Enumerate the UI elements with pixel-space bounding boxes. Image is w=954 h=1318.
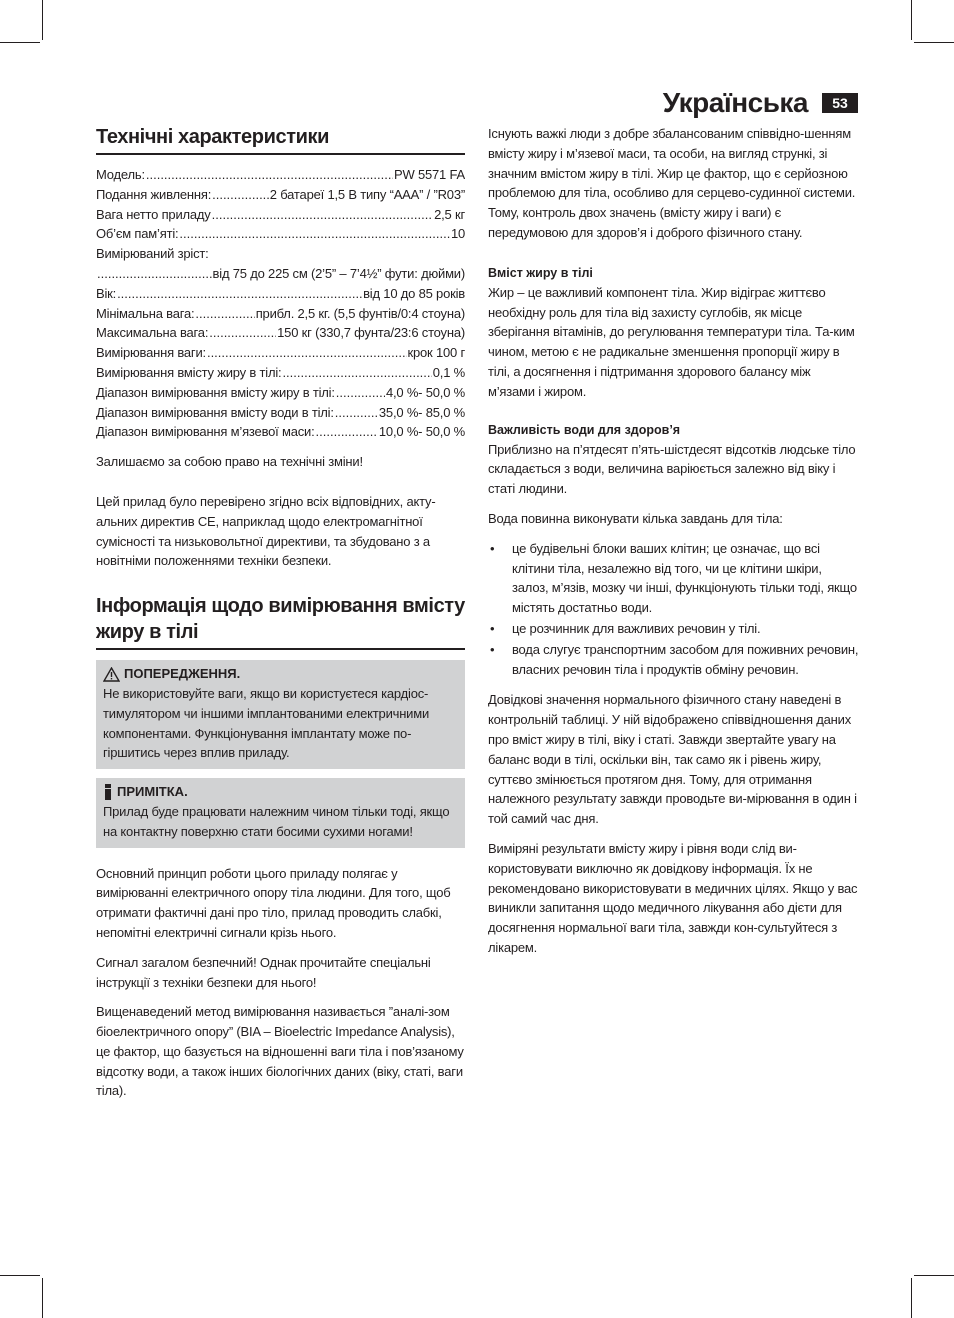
dot-leader: [146, 165, 393, 185]
spec-label: Вимірювання вмісту жиру в тілі:: [96, 364, 282, 380]
paragraph: Сигнал загалом безпечний! Однак прочитайте спеціальні інструкції з техніки безпеки для нього!: [96, 954, 431, 990]
list-item: • це розчинник для важливих речовин у тілі.: [488, 619, 859, 639]
spec-row: [96, 165, 465, 185]
spec-label: Об’єм пам’яті:: [96, 226, 179, 242]
crop-mark: [42, 0, 43, 40]
warning-text: Не використовуйте ваги, якщо ви користуєтеся кардіос-тимулятором чи іншими імплантованими електричними компонентами. Функціонування імплантату може по-гіршитись через вплив приладу.: [103, 685, 430, 761]
spec-value: від 10 до 85 років: [363, 285, 465, 301]
dot-leader: [316, 422, 378, 442]
specs-heading-block: [96, 124, 465, 155]
fat-info-heading-block: [96, 593, 465, 650]
reference-paragraph: Довідкові значення нормального фізичного стану наведені в контрольній таблиці. У ній відображено співвідношення даних про вміст жиру в тілі, віку і статі. Завжди звертайте увагу на баланс води в тілі, оскільки він, так само як і рівень жиру, суттєво змінюється протягом дня. Тому, для отримання належного результату завжди проводьте ви-мірювання в один і той самий час дня.: [488, 692, 857, 827]
crop-mark: [911, 0, 912, 40]
spec-row: [96, 343, 465, 363]
dot-leader: [335, 403, 378, 423]
right-column: [488, 124, 859, 958]
dot-leader: [336, 383, 385, 403]
note-box: [96, 778, 465, 847]
spec-value: 0,1 %: [432, 364, 465, 380]
list-item: • це будівельні блоки ваших клітин; це означає, що всі клітини тіла, незалежно від того, чи це клітини шкіри, залоз, м’язів, мозку чи інші, функціонують тільки тоді, якщо містять достатньо води.: [490, 540, 857, 616]
spec-row: [96, 244, 465, 264]
spec-label: Подання живлення:: [96, 186, 212, 202]
info-icon: [103, 784, 113, 800]
fat-heading: Вміст жиру в тілі: [488, 265, 593, 280]
spec-label: Мінімальна вага:: [96, 305, 195, 321]
spec-label: Діапазон вимірювання м’язевої маси:: [96, 424, 315, 440]
page-header: [663, 86, 858, 120]
fat-paragraph: Жир – це важливий компонент тіла. Жир відіграє життєво необхідну роль для тіла від захисту суглобів, як місце зберігання вітамінів, до регулювання температури тіла. Та-ким чином, метою є не радикальне зменшення пропорції жиру в тілі, а досягнення і підтримання здорового балансу між м’язами і жиром.: [488, 284, 855, 399]
note-title-text: ПРИМІТКА.: [117, 784, 188, 800]
spec-value: 150 кг (330,7 фунта/23:6 стоуна): [277, 325, 465, 341]
dot-leader: [212, 185, 269, 205]
list-item: • вода слугує транспортним засобом для поживних речовин, власних речовин тіла і продуктів обміну речовин.: [490, 641, 859, 677]
warning-title: [103, 664, 458, 684]
spec-value: прибл. 2,5 кг. (5,5 фунтів/0:4 стоуна): [255, 305, 465, 321]
crop-mark: [42, 1278, 43, 1318]
language-title: Українська: [662, 87, 808, 118]
spec-value: 4,0 %- 50,0 %: [385, 384, 465, 400]
intro-paragraph: Існують важкі люди з добре збалансованим співвідно-шенням вмісту жиру і м’язевої маси, та особи, на вигляд стрункі, зі значним вмістом жиру в тілі. Жир це фактор, що є серйозною проблемою для тіла, особливо для серцево-судинної системи. Тому, контроль двох значень (вмісту жиру і ваги) є передумовою для здоров’я і доброго фізичного стану.: [488, 126, 856, 240]
fat-info-title: Інформація щодо вимірювання вмісту жиру в тілі: [96, 595, 465, 644]
spec-label: Вимірюваний зріст:: [96, 246, 209, 262]
dot-leader: [207, 343, 407, 363]
warning-triangle-icon: [103, 667, 120, 682]
paragraph: Вищенаведений метод вимірювання називається ”аналі-зом біоелектричного опору” (BIA – Bioelectric Impedance Analysis), це фактор, що базується на відношенні ваги тіла і пов’язаному відсотку води, а також інших біологічних даних (віку, статі, ваги тіла).: [96, 1004, 464, 1099]
specs-title: Технічні характеристики: [96, 126, 329, 148]
spec-row: [96, 185, 465, 205]
spec-row: [96, 264, 465, 284]
bullet-icon: •: [490, 620, 495, 636]
dot-leader: [282, 363, 431, 383]
spec-row: [96, 363, 465, 383]
spec-row: [96, 205, 465, 225]
page-number: 53: [822, 93, 858, 113]
spec-value: 35,0 %- 85,0 %: [378, 404, 465, 420]
spec-value: 2,5 кг: [434, 206, 465, 222]
note-title: [103, 782, 458, 802]
spec-row: [96, 224, 465, 244]
crop-mark: [911, 1278, 912, 1318]
spec-label: Вимірювання ваги:: [96, 345, 206, 361]
water-paragraph: Приблизно на п’ятдесят п’ять-шістдесят відсотків людське тіло складається з води, величина варіюється залежно від віку і статі людини.: [488, 441, 856, 497]
spec-row: [96, 304, 465, 324]
spec-label: Максимальна вага:: [96, 325, 209, 341]
dot-leader: [212, 205, 433, 225]
spec-value: 10,0 %- 50,0 %: [378, 424, 465, 440]
spec-label: Діапазон вимірювання вмісту води в тілі:: [96, 404, 334, 420]
dot-leader: [97, 264, 212, 284]
bullet-icon: •: [490, 540, 495, 556]
reserve-note: Залишаємо за собою право на технічні зміни!: [96, 454, 363, 470]
water-heading: Важливість води для здоров’я: [488, 422, 681, 437]
crop-mark: [914, 42, 954, 43]
spec-row: [96, 422, 465, 442]
spec-row: [96, 383, 465, 403]
spec-label: Вага нетто приладу: [96, 206, 211, 222]
note-text: Прилад буде працювати належним чином тільки тоді, якщо на контактну поверхню стати босими сухими ногами!: [103, 803, 450, 839]
spec-label: Вік:: [96, 285, 117, 301]
spec-value: крок 100 г: [407, 345, 465, 361]
tasks-intro: Вода повинна виконувати кілька завдань для тіла:: [488, 510, 783, 526]
crop-mark: [0, 1275, 40, 1276]
warning-title-text: ПОПЕРЕДЖЕННЯ.: [124, 666, 241, 682]
tasks-list: [488, 539, 859, 680]
warning-box: [96, 660, 465, 769]
spec-label: Модель:: [96, 167, 145, 182]
spec-row: [96, 403, 465, 423]
paragraph: Основний принцип роботи цього приладу полягає у вимірюванні електричного опору тіла людини. Для того, щоб отримати фактичні дані про тіло, прилад проводить слабкі, непомітні електричні сигнали крізь нього.: [96, 865, 451, 940]
spec-label: Діапазон вимірювання вмісту жиру в тілі:: [96, 384, 335, 400]
dot-leader: [195, 304, 254, 324]
spec-row: [96, 323, 465, 343]
spec-value: від 75 до 225 см (2’5” – 7’4½” фути: дюйми): [212, 265, 465, 281]
left-column: [96, 124, 465, 1101]
bullet-icon: •: [490, 641, 495, 657]
crop-mark: [0, 42, 40, 43]
ce-note: Цей прилад було перевірено згідно всіх відповідних, акту-альних директив CE, наприклад щодо електромагнітної сумісності та низьковольтної директиви, та збудовано з а новітніми положеннями техніки безпеки.: [96, 493, 436, 569]
dot-leader: [117, 284, 362, 304]
crop-mark: [914, 1275, 954, 1276]
dot-leader: [209, 323, 276, 343]
dot-leader: [179, 224, 450, 244]
spec-value: 2 батареї 1,5 В типу “AAA” / ”R03”: [269, 186, 465, 202]
spec-value: PW 5571 FA: [394, 167, 465, 182]
results-paragraph: Виміряні результати вмісту жиру і рівня води слід ви-користовувати виключно як довідкову інформація. Їх не рекомендовано використовувати в медичних цілях. Якщо у вас виникли запитання щодо медичного лікування або дієти для досягнення нормальної ваги тіла, завжди кон-сультуйтеся з лікарем.: [488, 840, 858, 955]
spec-value: 10: [450, 226, 465, 242]
spec-list: [96, 165, 465, 442]
spec-row: [96, 284, 465, 304]
